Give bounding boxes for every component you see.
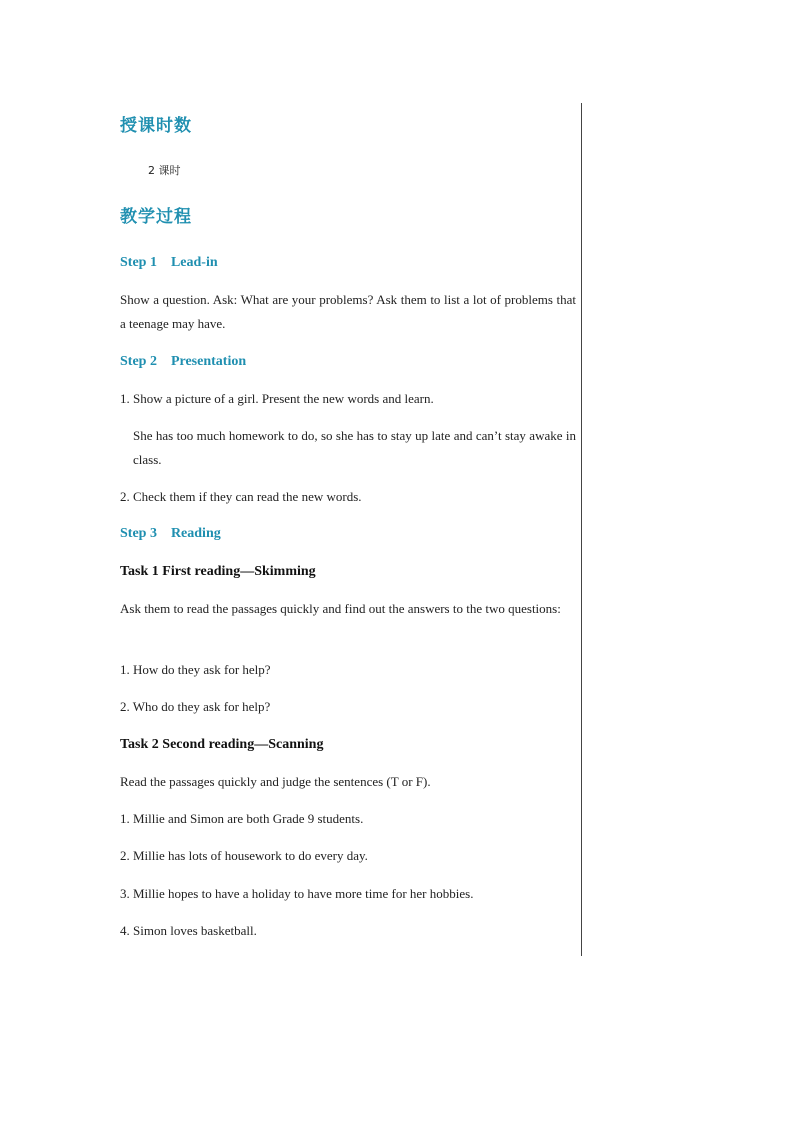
hours-value: 2 课时	[148, 164, 181, 177]
step1-text: Show a question. Ask: What are your problems? Ask them to list a lot of problems that a teenage may have.	[120, 292, 576, 331]
step2-item-2: 2. Check them if they can read the new words.	[120, 489, 362, 504]
task1-question-1: 1. How do they ask for help?	[120, 662, 271, 677]
step1-title: Step 1 Lead-in	[120, 255, 218, 270]
task2-sentence-2: 2. Millie has lots of housework to do every day.	[120, 848, 368, 863]
hours-heading: 授课时数	[120, 116, 192, 136]
task2-instruction: Read the passages quickly and judge the sentences (T or F).	[120, 774, 431, 789]
task2-sentence-3: 3. Millie hopes to have a holiday to have more time for her hobbies.	[120, 886, 474, 901]
step3-title: Step 3 Reading	[120, 526, 221, 541]
step2-title: Step 2 Presentation	[120, 354, 247, 369]
task1-title: Task 1 First reading—Skimming	[120, 564, 316, 579]
task2-title: Task 2 Second reading—Scanning	[120, 737, 324, 752]
column-divider	[581, 103, 582, 956]
task1-question-2: 2. Who do they ask for help?	[120, 699, 271, 714]
task2-sentence-4: 4. Simon loves basketball.	[120, 923, 257, 938]
step2-item-1: 1. Show a picture of a girl. Present the new words and learn.	[120, 391, 434, 406]
task2-sentence-1: 1. Millie and Simon are both Grade 9 students.	[120, 811, 364, 826]
task1-instruction: Ask them to read the passages quickly and find out the answers to the two questions:	[120, 601, 561, 616]
process-heading: 教学过程	[120, 207, 192, 227]
step2-example-sentence: She has too much homework to do, so she has to stay up late and can’t stay awake in class.	[133, 428, 576, 467]
